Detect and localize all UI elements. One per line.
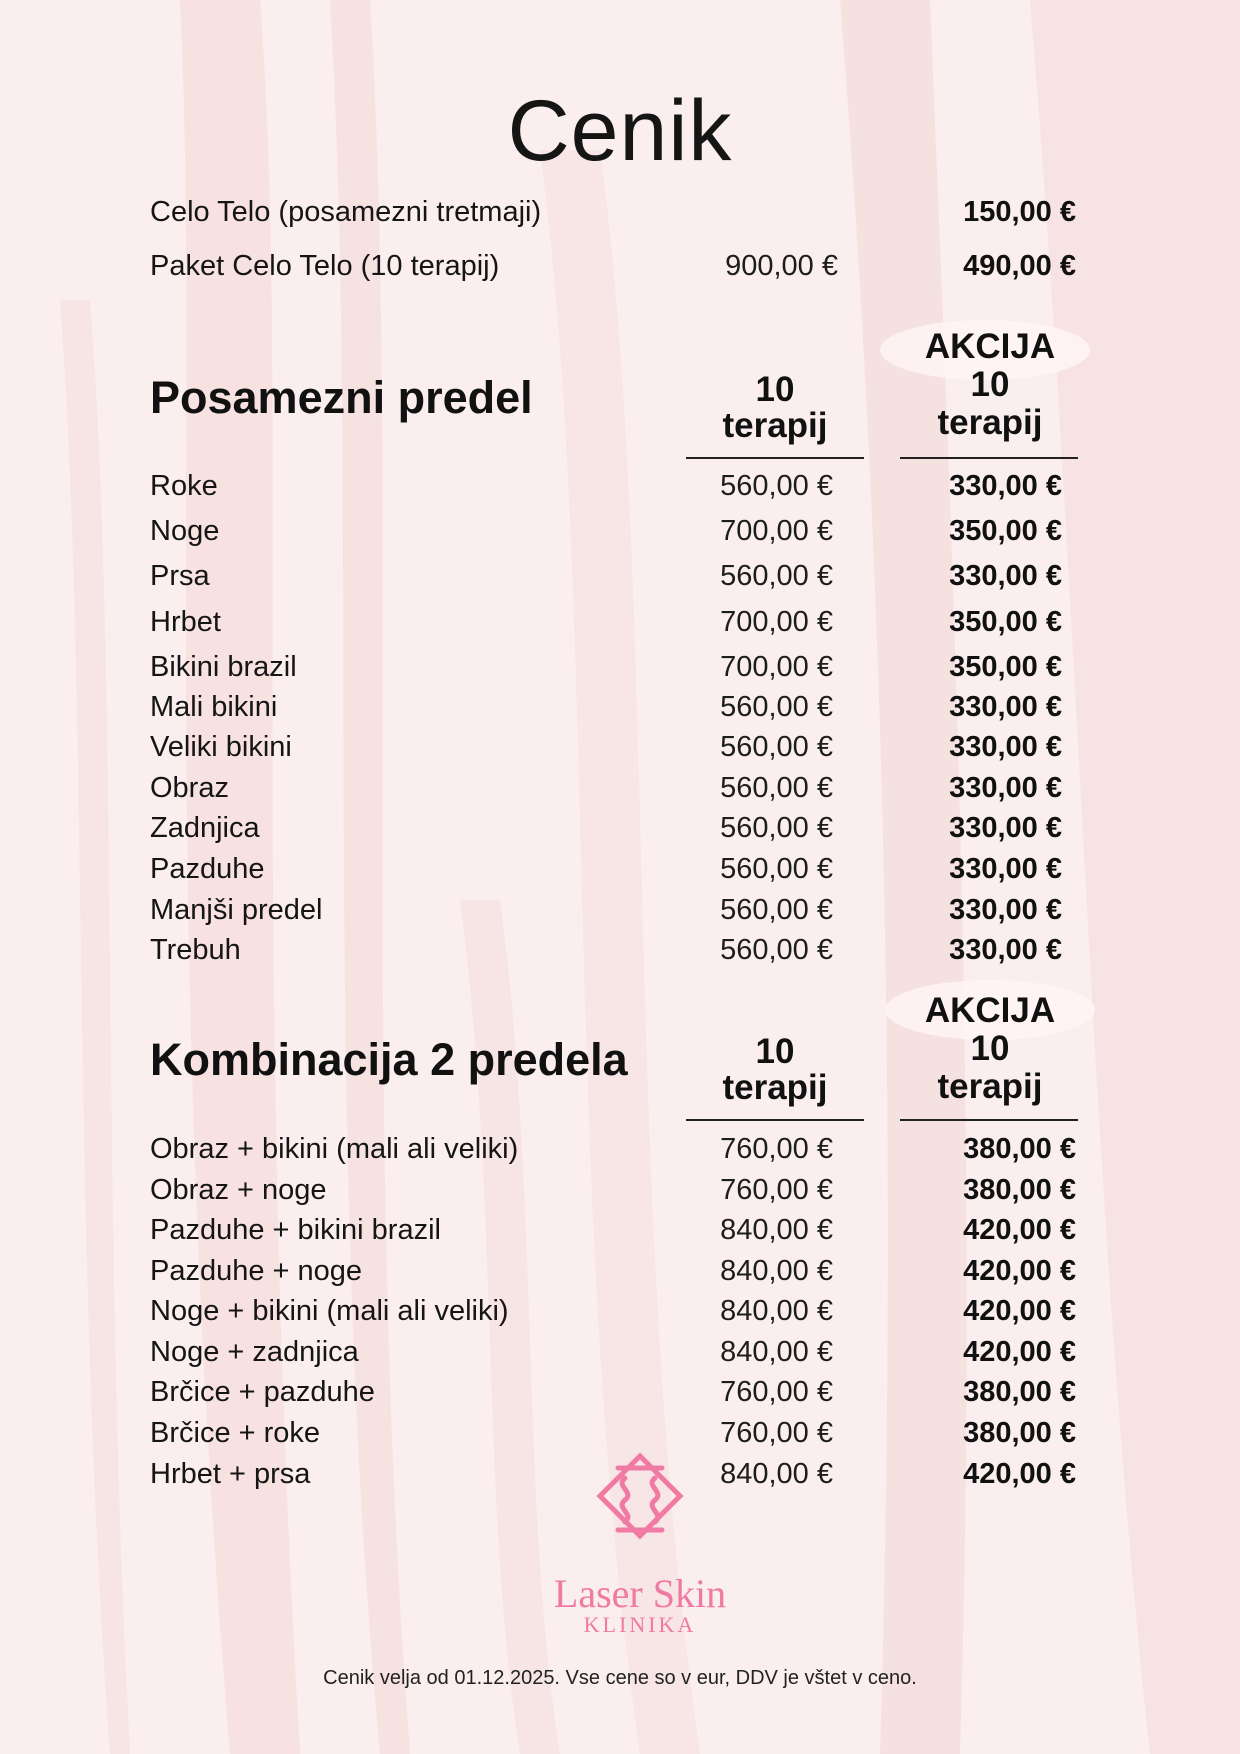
table-row-label: Hrbet xyxy=(150,606,221,638)
table-row-label: Noge xyxy=(150,515,220,547)
table-row-regular-price: 760,00 € xyxy=(720,1376,833,1408)
table-row-label: Trebuh xyxy=(150,934,241,966)
brand-subtitle: KLINIKA xyxy=(583,1612,697,1637)
table-row-sale-price: 350,00 € xyxy=(949,606,1062,638)
table-row-regular-price: 560,00 € xyxy=(720,812,833,844)
table-row-label: Manjši predel xyxy=(150,894,323,926)
table-row-regular-price: 560,00 € xyxy=(720,691,833,723)
table-row-regular-price: 760,00 € xyxy=(720,1417,833,1449)
table-row-sale-price: 330,00 € xyxy=(949,853,1062,885)
column-header-sale: terapij xyxy=(937,1067,1043,1106)
table-row-sale-price: 380,00 € xyxy=(963,1417,1076,1449)
table-row-label: Hrbet + prsa xyxy=(150,1458,311,1490)
price-regular: 900,00 € xyxy=(725,250,838,282)
table-row-regular-price: 760,00 € xyxy=(720,1174,833,1206)
table-row-regular-price: 760,00 € xyxy=(720,1133,833,1165)
table-row-regular-price: 560,00 € xyxy=(720,731,833,763)
table-row-label: Brčice + roke xyxy=(150,1417,321,1449)
table-row-label: Noge + zadnjica xyxy=(150,1336,359,1368)
table-row-regular-price: 840,00 € xyxy=(720,1336,833,1368)
table-row-regular-price: 560,00 € xyxy=(720,853,833,885)
table-row-sale-price: 330,00 € xyxy=(949,812,1062,844)
table-row-regular-price: 840,00 € xyxy=(720,1295,833,1327)
table-row-regular-price: 560,00 € xyxy=(720,772,833,804)
table-row-label: Noge + bikini (mali ali veliki) xyxy=(150,1295,509,1327)
table-row-sale-price: 420,00 € xyxy=(963,1336,1076,1368)
price-sale: 150,00 € xyxy=(963,196,1076,228)
table-row-regular-price: 560,00 € xyxy=(720,560,833,592)
table-row-label: Obraz xyxy=(150,772,229,804)
table-row-sale-price: 380,00 € xyxy=(963,1133,1076,1165)
column-header-sale: terapij xyxy=(937,403,1043,442)
page-title: Cenik xyxy=(507,83,733,179)
table-row-regular-price: 700,00 € xyxy=(720,515,833,547)
table-row-regular-price: 560,00 € xyxy=(720,470,833,502)
price-sale: 490,00 € xyxy=(963,250,1076,282)
column-header-regular: 10 xyxy=(755,1032,795,1071)
column-header-sale: AKCIJA xyxy=(924,991,1056,1030)
footer-note: Cenik velja od 01.12.2025. Vse cene so v eur, DDV je vštet v ceno. xyxy=(323,1667,917,1689)
column-header-regular: terapij xyxy=(722,406,828,445)
column-underline xyxy=(900,457,1078,459)
column-underline xyxy=(686,1119,864,1121)
table-row-sale-price: 330,00 € xyxy=(949,560,1062,592)
table-row-sale-price: 330,00 € xyxy=(949,731,1062,763)
brand-name: Laser Skin xyxy=(553,1571,727,1616)
table-row-regular-price: 840,00 € xyxy=(720,1214,833,1246)
table-row-regular-price: 840,00 € xyxy=(720,1255,833,1287)
column-header-regular: terapij xyxy=(722,1068,828,1107)
table-row-sale-price: 420,00 € xyxy=(963,1214,1076,1246)
column-header-sale: AKCIJA xyxy=(924,327,1056,366)
laser-skin-logo-icon xyxy=(580,1448,700,1558)
table-row-sale-price: 330,00 € xyxy=(949,894,1062,926)
table-row-label: Bikini brazil xyxy=(150,651,297,683)
table-row-regular-price: 700,00 € xyxy=(720,651,833,683)
table-row-label: Pazduhe + noge xyxy=(150,1255,363,1287)
table-row-sale-price: 350,00 € xyxy=(949,651,1062,683)
table-row-label: Brčice + pazduhe xyxy=(150,1376,375,1408)
table-row-label: Obraz + bikini (mali ali veliki) xyxy=(150,1133,519,1165)
table-row-sale-price: 420,00 € xyxy=(963,1295,1076,1327)
column-underline xyxy=(900,1119,1078,1121)
column-header-sale: 10 xyxy=(970,365,1010,404)
table-row-sale-price: 380,00 € xyxy=(963,1174,1076,1206)
price-row-label: Celo Telo (posamezni tretmaji) xyxy=(150,196,542,228)
table-row-sale-price: 330,00 € xyxy=(949,470,1062,502)
table-row-sale-price: 330,00 € xyxy=(949,772,1062,804)
table-row-sale-price: 420,00 € xyxy=(963,1458,1076,1490)
table-row-sale-price: 330,00 € xyxy=(949,691,1062,723)
column-header-regular: 10 xyxy=(755,370,795,409)
table-row-label: Zadnjica xyxy=(150,812,260,844)
table-row-sale-price: 330,00 € xyxy=(949,934,1062,966)
table-row-label: Pazduhe + bikini brazil xyxy=(150,1214,441,1246)
table-row-label: Obraz + noge xyxy=(150,1174,327,1206)
table-row-regular-price: 560,00 € xyxy=(720,934,833,966)
price-row-label: Paket Celo Telo (10 terapij) xyxy=(150,250,500,282)
table-row-regular-price: 560,00 € xyxy=(720,894,833,926)
table-row-regular-price: 700,00 € xyxy=(720,606,833,638)
table-row-regular-price: 840,00 € xyxy=(720,1458,833,1490)
table-row-sale-price: 380,00 € xyxy=(963,1376,1076,1408)
section-title: Kombinacija 2 predela xyxy=(150,1034,628,1085)
table-row-label: Veliki bikini xyxy=(150,731,292,763)
table-row-sale-price: 350,00 € xyxy=(949,515,1062,547)
section-title: Posamezni predel xyxy=(150,372,533,423)
table-row-label: Roke xyxy=(150,470,218,502)
column-underline xyxy=(686,457,864,459)
table-row-sale-price: 420,00 € xyxy=(963,1255,1076,1287)
table-row-label: Pazduhe xyxy=(150,853,265,885)
column-header-sale: 10 xyxy=(970,1029,1010,1068)
table-row-label: Mali bikini xyxy=(150,691,278,723)
table-row-label: Prsa xyxy=(150,560,210,592)
